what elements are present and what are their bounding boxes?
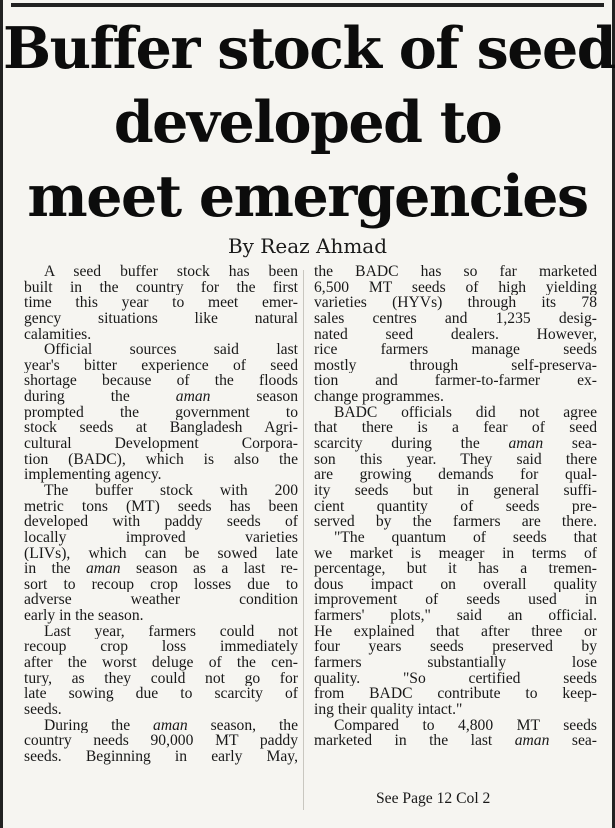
byline: By Reaz Ahmad <box>227 234 388 258</box>
article-line: adverse weather condition <box>24 592 298 609</box>
article-line: late sowing due to scarcity of <box>24 686 298 702</box>
article-line: "The quantum of seeds that <box>334 529 597 546</box>
article-line: ing their quality intact." <box>314 700 463 718</box>
top-rule <box>11 3 604 7</box>
headline-line-1: Buffer stock of seed <box>3 15 615 82</box>
article-line: developed with paddy seeds of <box>24 514 298 530</box>
article-line: the BADC has so far marketed <box>314 264 597 280</box>
article-line: sales centres and 1,235 desig- <box>314 310 597 327</box>
article-line: implementing agency. <box>24 466 162 484</box>
article-line: year's bitter experience of seed <box>24 357 298 374</box>
article-line: sort to recoup crop losses due to <box>24 576 298 593</box>
article-line: built in the country for the first <box>24 279 298 296</box>
article-line: BADC officials did not agree <box>334 404 597 421</box>
headline-line-2: developed to <box>113 89 502 156</box>
article-line: locally improved varieties <box>24 529 298 546</box>
article-line: stock seeds at Bangladesh Agri- <box>24 420 298 437</box>
article-line: country needs 90,000 MT paddy <box>24 733 298 749</box>
article-line: 6,500 MT seeds of high yielding <box>314 279 597 296</box>
article-column-right <box>314 264 597 749</box>
article-line: metric tons (MT) seeds has been <box>24 498 298 515</box>
column-gutter <box>303 270 304 810</box>
article-line: During the aman season, the <box>44 717 298 734</box>
article-line: tion (BADC), which is also the <box>24 451 298 468</box>
article-line: seeds. <box>24 700 62 718</box>
article-line: rice farmers manage seeds <box>314 342 597 358</box>
article-line: He explained that after three or <box>314 623 597 640</box>
article-line: farmers substantially lose <box>314 655 597 671</box>
article-line: served by the farmers are there. <box>314 514 597 530</box>
article-line: recoup crop loss immediately <box>24 639 298 656</box>
article-column-left <box>24 264 298 765</box>
article-line: A seed buffer stock has been <box>44 264 298 280</box>
article-line: improvement of seeds used in <box>314 592 597 609</box>
article-line: during the aman season <box>24 389 298 405</box>
article-line: early in the season. <box>24 607 144 625</box>
article-line: Compared to 4,800 MT seeds <box>334 717 597 734</box>
article-line: we market is meager in terms of <box>314 545 597 562</box>
article-line: tion and farmer-to-farmer ex- <box>314 373 597 390</box>
article-line: mostly through self-preserva- <box>314 357 597 374</box>
article-line: The buffer stock with 200 <box>44 482 298 499</box>
article-line: Last year, farmers could not <box>44 623 298 640</box>
article-line: change programmes. <box>314 388 444 406</box>
article-line: shortage because of the floods <box>24 373 298 390</box>
article-line: calamities. <box>24 325 92 343</box>
article-line: four years seeds preserved by <box>314 639 597 656</box>
article-line: cient quantity of seeds pre- <box>314 498 597 515</box>
article-line: farmers' plots," said an official. <box>314 608 597 624</box>
article-line: that there is a fear of seed <box>314 420 597 437</box>
article-line: are growing demands for qual- <box>314 467 597 483</box>
article-line: after the worst deluge of the cen- <box>24 655 298 671</box>
article-line: from BADC contribute to keep- <box>314 686 597 702</box>
continuation-note: See Page 12 Col 2 <box>376 790 491 807</box>
article-line: percentage, but it has a tremen- <box>314 561 597 577</box>
article-line: (LIVs), which can be sowed late <box>24 545 298 562</box>
article-line: ity seeds but in general suffi- <box>314 482 597 499</box>
article-line: in the aman season as a last re- <box>24 561 298 577</box>
headline-line-3: meet emergencies <box>27 163 588 230</box>
article-line: marketed in the last aman sea- <box>314 733 597 749</box>
article-line: scarcity during the aman sea- <box>314 436 597 452</box>
article-line: gency situations like natural <box>24 310 298 327</box>
article-line: son this year. They said there <box>314 451 597 468</box>
article-line: Official sources said last <box>44 342 298 358</box>
article-line: cultural Development Corpora- <box>24 436 298 452</box>
article-line: quality. "So certified seeds <box>314 670 597 687</box>
article-line: time this year to meet emer- <box>24 295 298 311</box>
article-line: prompted the government to <box>24 404 298 421</box>
article-line: varieties (HYVs) through its 78 <box>314 295 597 311</box>
article-line: dous impact on overall quality <box>314 576 597 593</box>
article-line: seeds. Beginning in early May, <box>24 748 298 765</box>
article-line: tury, as they could not go for <box>24 670 298 687</box>
headline <box>3 12 615 234</box>
article-line: nated seed dealers. However, <box>314 326 597 343</box>
